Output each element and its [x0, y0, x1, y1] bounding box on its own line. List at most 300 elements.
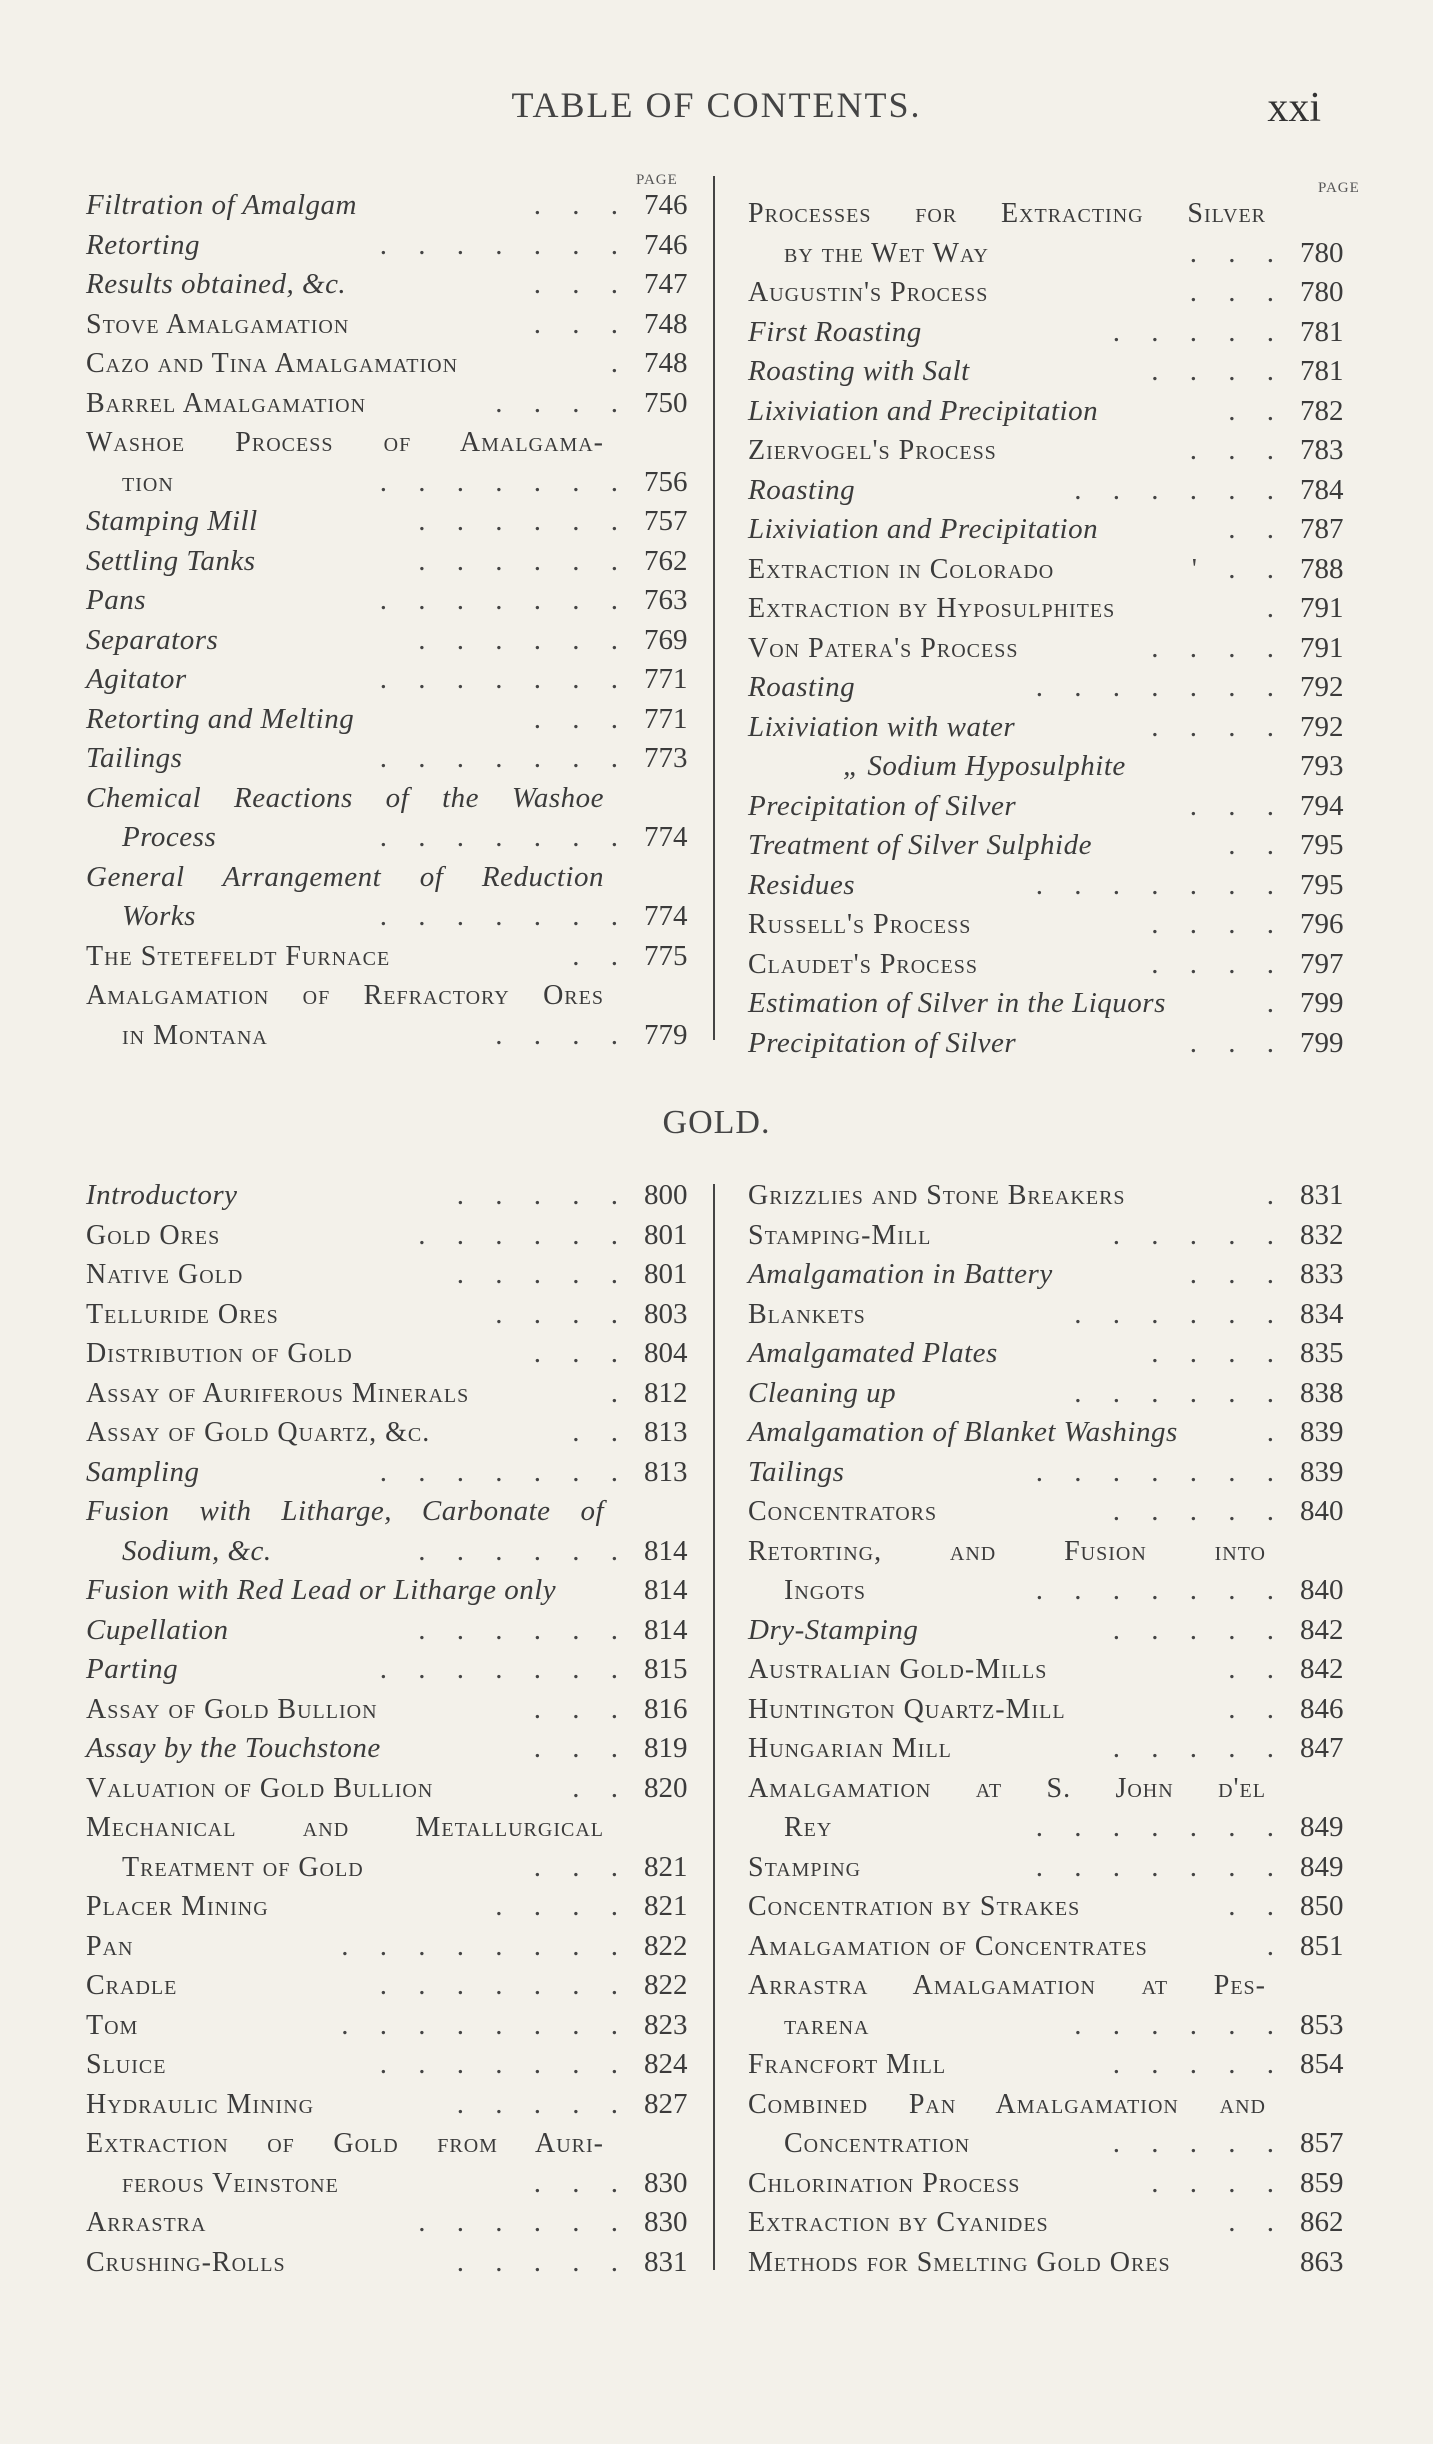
toc-entry	[748, 1966, 1362, 2006]
toc-entry-title: Roasting	[748, 473, 856, 506]
toc-entry-leader-dots: . . .	[1189, 1258, 1286, 1290]
toc-entry-page-number: 797	[1300, 947, 1344, 980]
toc-entry	[86, 1966, 706, 2006]
toc-entry-title: Stamping-Mill	[748, 1219, 932, 1251]
toc-entry-page-number: 813	[644, 1416, 688, 1448]
toc-entry-title: Cupellation	[86, 1613, 229, 1646]
toc-entry	[748, 2085, 1362, 2125]
toc-entry-title: Francfort Mill	[748, 2049, 947, 2080]
toc-entry-title: Amalgamated Plates	[748, 1337, 998, 1369]
toc-entry	[748, 1611, 1362, 1651]
toc-entry-page-number: 849	[1300, 1850, 1344, 1883]
toc-entry-title: Distribution of Gold	[86, 1338, 353, 1369]
toc-entry-leader-dots: .	[610, 1376, 630, 1409]
toc-entry-title: Stamping Mill	[86, 505, 258, 537]
toc-entry	[86, 2164, 706, 2204]
toc-entry-title: Sodium, &c.	[122, 1534, 272, 1567]
toc-entry-leader-dots: . . . . .	[456, 2087, 630, 2120]
toc-entry-leader-dots: . . . .	[495, 386, 630, 419]
toc-entry	[748, 1887, 1362, 1927]
toc-entry	[748, 1255, 1362, 1295]
toc-entry-title: Placer Mining	[86, 1891, 269, 1922]
toc-entry-page-number: 757	[644, 505, 688, 537]
toc-entry-title: Residues	[748, 868, 856, 901]
page-number: xxi	[1267, 85, 1321, 131]
toc-entry	[748, 945, 1362, 985]
toc-entry	[748, 905, 1362, 945]
toc-entry-title: Amalgamation of Concentrates	[748, 1930, 1148, 1962]
toc-entry-title: Fusion with Litharge, Carbonate of	[86, 1495, 604, 1527]
toc-entry	[748, 1848, 1362, 1888]
toc-entry-page-number: 854	[1300, 2048, 1344, 2080]
toc-entry-leader-dots: . . .	[533, 702, 630, 735]
toc-entry-page-number: 813	[644, 1455, 688, 1488]
toc-entry	[748, 2124, 1362, 2164]
toc-entry	[86, 1848, 706, 1888]
toc-entry	[86, 1413, 706, 1453]
toc-entry-title: Tailings	[86, 742, 183, 774]
toc-entry	[748, 1650, 1362, 1690]
toc-entry	[86, 1769, 706, 1809]
toc-entry-title: Methods for Smelting Gold Ores	[748, 2246, 1171, 2278]
toc-entry-title: „ Sodium Hyposulphite	[843, 750, 1126, 782]
toc-entry	[748, 1729, 1362, 1769]
toc-entry-page-number: 847	[1300, 1732, 1344, 1764]
toc-entry-page-number: 830	[644, 2206, 688, 2238]
toc-entry	[86, 305, 706, 345]
toc-entry-title: Australian Gold-Mills	[748, 1654, 1048, 1685]
toc-entry-page-number: 821	[644, 1890, 688, 1922]
toc-entry-leader-dots: . . . . . . .	[379, 821, 630, 853]
toc-entry-leader-dots: . . . . .	[1112, 1495, 1286, 1527]
toc-entry-leader-dots: . . . . . . .	[1035, 1574, 1286, 1606]
toc-entry-page-number: 793	[1300, 750, 1344, 782]
toc-entry-title: Precipitation of Silver	[748, 789, 1017, 822]
toc-entry-leader-dots: . .	[1228, 1692, 1286, 1725]
toc-entry	[748, 273, 1362, 313]
toc-entry-title: ferous Veinstone	[122, 2167, 339, 2199]
toc-entry-title: Native Gold	[86, 1259, 244, 1290]
toc-entry-title: Treatment of Gold	[122, 1851, 364, 1883]
toc-entry-leader-dots: . .	[572, 939, 630, 972]
toc-column-gold-left	[86, 1176, 706, 2282]
toc-entry-title: Process	[122, 821, 217, 853]
toc-entry-page-number: 781	[1300, 355, 1344, 387]
toc-entry-title: Washoe Process of Amalgama-	[86, 427, 604, 458]
toc-entry	[748, 550, 1362, 590]
toc-entry-title: Sampling	[86, 1455, 200, 1488]
toc-entry-leader-dots: . .	[1228, 1890, 1286, 1922]
page-title: TABLE OF CONTENTS.	[511, 85, 922, 125]
toc-entry-leader-dots: . . . .	[1151, 947, 1286, 980]
toc-entry	[748, 826, 1362, 866]
toc-entry	[86, 1571, 706, 1611]
toc-entry-leader-dots: . .	[572, 1771, 630, 1804]
toc-entry	[86, 1808, 706, 1848]
toc-entry-leader-dots: . . . . . .	[1074, 1376, 1286, 1409]
toc-entry	[86, 1016, 706, 1056]
toc-entry-page-number: 821	[644, 1850, 688, 1883]
toc-entry-leader-dots: . . . .	[495, 1018, 630, 1051]
toc-entry-title: Retorting	[86, 228, 201, 261]
toc-entry-title: Introductory	[86, 1179, 238, 1211]
toc-entry-page-number: 780	[1300, 276, 1344, 308]
toc-entry	[86, 1176, 706, 1216]
toc-entry-title: Combined Pan Amalgamation and	[748, 2088, 1266, 2120]
toc-entry-title: Lixiviation and Precipitation	[748, 513, 1099, 545]
toc-entry	[86, 1532, 706, 1572]
toc-entry	[748, 1453, 1362, 1493]
toc-entry-leader-dots: . . . . .	[1112, 1613, 1286, 1646]
toc-entry-page-number: 780	[1300, 236, 1344, 269]
toc-entry-page-number: 788	[1300, 552, 1344, 585]
toc-entry-page-number: 822	[644, 1929, 688, 1962]
toc-entry-page-number: 832	[1300, 1218, 1344, 1251]
toc-entry-page-number: 774	[644, 900, 688, 932]
toc-entry-page-number: 863	[1300, 2245, 1344, 2278]
toc-entry-title: Cleaning up	[748, 1376, 897, 1409]
toc-entry-leader-dots: . . .	[533, 268, 630, 300]
toc-entry	[748, 1295, 1362, 1335]
toc-entry-page-number: 830	[644, 2166, 688, 2199]
toc-entry	[748, 747, 1362, 787]
toc-entry-page-number: 775	[644, 939, 688, 972]
toc-entry-leader-dots: .	[1266, 1416, 1286, 1448]
toc-entry-title: Assay by the Touchstone	[86, 1732, 381, 1764]
toc-entry-title: Estimation of Silver in the Liquors	[748, 987, 1166, 1019]
toc-entry-leader-dots: . . . . . .	[1074, 1297, 1286, 1330]
toc-entry-title: by the Wet Way	[784, 237, 989, 269]
toc-entry-page-number: 814	[644, 1574, 688, 1606]
toc-entry-title: Settling Tanks	[86, 544, 256, 577]
toc-entry-leader-dots: . . . . . . . .	[341, 1929, 630, 1962]
toc-entry-page-number: 814	[644, 1534, 688, 1567]
toc-entry-page-number: 801	[644, 1218, 688, 1251]
toc-entry-title: General Arrangement of Reduction	[86, 860, 604, 893]
toc-entry	[86, 779, 706, 819]
toc-entry	[748, 1927, 1362, 1967]
toc-entry	[748, 2006, 1362, 2046]
toc-entry-title: The Stetefeldt Furnace	[86, 940, 391, 972]
toc-entry-leader-dots: . . .	[533, 1732, 630, 1764]
toc-entry-leader-dots: . . . . . . .	[379, 465, 630, 498]
toc-entry-title: Amalgamation in Battery	[748, 1258, 1053, 1290]
toc-entry-page-number: 762	[644, 544, 688, 577]
toc-entry-title: Filtration of Amalgam	[86, 189, 357, 221]
toc-entry-leader-dots: .	[1266, 592, 1286, 624]
toc-entry-leader-dots: . . . . .	[456, 2245, 630, 2278]
toc-entry	[86, 542, 706, 582]
toc-entry	[86, 2243, 706, 2283]
toc-entry-leader-dots: . . .	[533, 189, 630, 221]
toc-entry-leader-dots: . . .	[1189, 434, 1286, 466]
toc-entry	[748, 234, 1362, 274]
toc-entry-title: Stove Amalgamation	[86, 308, 350, 340]
toc-entry	[748, 313, 1362, 353]
toc-entry-page-number: 822	[644, 1969, 688, 2001]
column-divider-top	[713, 176, 715, 1040]
toc-entry-title: Dry-Stamping	[748, 1613, 919, 1646]
page-column-label-right: PAGE	[1318, 180, 1360, 196]
toc-entry-leader-dots: . . . .	[1151, 1337, 1286, 1369]
toc-entry-leader-dots: . . . . . . . .	[341, 2008, 630, 2041]
toc-entry-title: Extraction of Gold from Auri-	[86, 2128, 604, 2159]
toc-entry-leader-dots: .	[610, 347, 630, 379]
toc-entry-title: Sluice	[86, 2049, 167, 2080]
toc-entry-page-number: 840	[1300, 1495, 1344, 1527]
toc-entry	[86, 265, 706, 305]
toc-entry-page-number: 779	[644, 1018, 688, 1051]
toc-entry-page-number: 748	[644, 347, 688, 379]
toc-entry-page-number: 801	[644, 1258, 688, 1290]
toc-entry-page-number: 800	[644, 1179, 688, 1211]
toc-entry	[748, 629, 1362, 669]
toc-entry-leader-dots: . . . . .	[456, 1179, 630, 1211]
toc-entry-title: Roasting	[748, 671, 856, 703]
toc-entry-title: Cradle	[86, 1970, 178, 2001]
toc-entry-title: Russell's Process	[748, 909, 972, 940]
toc-entry-page-number: 862	[1300, 2206, 1344, 2238]
toc-column-silver-left	[86, 186, 706, 1055]
toc-entry-leader-dots: .	[1266, 987, 1286, 1019]
toc-entry-leader-dots: . .	[1228, 513, 1286, 545]
toc-entry-title: Amalgamation of Refractory Ores	[86, 980, 604, 1011]
toc-entry	[86, 1334, 706, 1374]
toc-entry-leader-dots: . . .	[533, 1337, 630, 1369]
toc-entry-title: Gold Ores	[86, 1219, 221, 1251]
toc-entry-title: Extraction by Cyanides	[748, 2207, 1049, 2238]
toc-entry-page-number: 746	[644, 228, 688, 261]
toc-entry-page-number: 794	[1300, 789, 1344, 822]
toc-entry	[86, 1887, 706, 1927]
toc-entry	[86, 2045, 706, 2085]
toc-entry	[86, 1650, 706, 1690]
toc-entry-leader-dots: . .	[1228, 829, 1286, 861]
toc-entry-leader-dots: . . . .	[1151, 355, 1286, 387]
toc-entry-page-number: 840	[1300, 1574, 1344, 1606]
toc-entry	[748, 431, 1362, 471]
toc-entry	[748, 2164, 1362, 2204]
toc-entry-page-number: 839	[1300, 1416, 1344, 1448]
toc-entry	[86, 1611, 706, 1651]
toc-entry-leader-dots: . . .	[533, 1692, 630, 1725]
toc-entry-leader-dots: ' . .	[1191, 552, 1286, 585]
toc-entry-leader-dots: . .	[1228, 394, 1286, 427]
toc-entry-page-number: 784	[1300, 473, 1344, 506]
toc-entry	[748, 1492, 1362, 1532]
toc-entry-title: Amalgamation at S. John d'el	[748, 1772, 1266, 1804]
toc-entry-leader-dots: . . . . . . .	[379, 900, 630, 932]
toc-entry-page-number: 819	[644, 1732, 688, 1764]
toc-entry-page-number: 747	[644, 268, 688, 300]
toc-entry-leader-dots: . . . .	[1151, 908, 1286, 940]
toc-entry-page-number: 839	[1300, 1455, 1344, 1488]
toc-entry-leader-dots: . . . . .	[1112, 1218, 1286, 1251]
toc-entry	[86, 463, 706, 503]
toc-entry-leader-dots: . . . .	[1151, 631, 1286, 664]
toc-entry	[748, 1532, 1362, 1572]
toc-entry	[86, 660, 706, 700]
toc-entry-page-number: 846	[1300, 1692, 1344, 1725]
toc-entry-title: Tom	[86, 2009, 139, 2041]
toc-entry	[86, 1690, 706, 1730]
toc-entry	[748, 471, 1362, 511]
toc-entry-page-number: 750	[644, 386, 688, 419]
toc-entry-leader-dots: . . . . . . .	[1035, 868, 1286, 901]
toc-entry-leader-dots: . . .	[1189, 276, 1286, 308]
toc-entry-leader-dots: . . . . .	[1112, 2048, 1286, 2080]
toc-entry-leader-dots: . . .	[1189, 236, 1286, 269]
toc-entry-title: First Roasting	[748, 315, 922, 348]
toc-entry-page-number: 781	[1300, 315, 1344, 348]
toc-entry-page-number: 834	[1300, 1297, 1344, 1330]
toc-entry-title: Barrel Amalgamation	[86, 387, 367, 419]
toc-entry	[86, 1255, 706, 1295]
toc-entry-page-number: 857	[1300, 2127, 1344, 2159]
toc-column-gold-right	[748, 1176, 1362, 2282]
toc-entry-title: Separators	[86, 623, 219, 656]
toc-entry-page-number: 838	[1300, 1376, 1344, 1409]
column-divider-gold	[713, 1184, 715, 2270]
toc-entry-title: Chemical Reactions of the Washoe	[86, 781, 604, 814]
toc-entry-title: Pans	[86, 584, 146, 616]
toc-entry	[86, 700, 706, 740]
toc-entry-leader-dots: . . . .	[495, 1890, 630, 1922]
toc-entry-page-number: 799	[1300, 987, 1344, 1019]
toc-entry-page-number: 831	[644, 2245, 688, 2278]
toc-entry-title: Lixiviation and Precipitation	[748, 394, 1099, 427]
toc-entry	[748, 2045, 1362, 2085]
toc-entry-page-number: 849	[1300, 1811, 1344, 1843]
toc-entry	[748, 2243, 1362, 2283]
toc-entry-page-number: 815	[644, 1653, 688, 1685]
toc-entry	[86, 897, 706, 937]
toc-entry	[86, 1216, 706, 1256]
toc-entry-leader-dots: . . . . . .	[1074, 473, 1286, 506]
toc-entry	[86, 858, 706, 898]
toc-entry-page-number: 835	[1300, 1337, 1344, 1369]
toc-entry-page-number: 773	[644, 742, 688, 774]
toc-entry	[748, 1216, 1362, 1256]
toc-entry-title: tion	[122, 466, 174, 498]
toc-entry	[748, 668, 1362, 708]
toc-entry	[86, 384, 706, 424]
toc-entry-leader-dots: . . . . . . .	[1035, 671, 1286, 703]
toc-entry-title: Cazo and Tina Amalgamation	[86, 348, 459, 379]
toc-entry-title: Extraction in Colorado	[748, 553, 1055, 585]
toc-entry-title: Blankets	[748, 1298, 866, 1330]
toc-entry	[748, 589, 1362, 629]
toc-entry-leader-dots: . . . . . .	[418, 544, 630, 577]
toc-entry-page-number: 824	[644, 2048, 688, 2080]
toc-entry-title: Hungarian Mill	[748, 1733, 952, 1764]
toc-entry	[86, 1729, 706, 1769]
toc-entry	[86, 818, 706, 858]
toc-entry-title: Rey	[784, 1812, 833, 1843]
toc-entry	[748, 352, 1362, 392]
toc-entry-page-number: 782	[1300, 394, 1344, 427]
toc-entry-page-number: 803	[644, 1297, 688, 1330]
toc-entry-page-number: 746	[644, 189, 688, 221]
toc-entry-page-number: 842	[1300, 1653, 1344, 1685]
toc-entry	[86, 2006, 706, 2046]
toc-entry-leader-dots: . . . . . . .	[379, 228, 630, 261]
toc-entry-title: Results obtained, &c.	[86, 268, 347, 300]
toc-entry-page-number: 796	[1300, 908, 1344, 940]
toc-entry-page-number: 795	[1300, 868, 1344, 901]
toc-entry	[86, 1295, 706, 1335]
toc-entry-leader-dots: . . .	[1189, 1026, 1286, 1059]
toc-entry	[86, 344, 706, 384]
toc-entry-title: Ziervogel's Process	[748, 435, 997, 466]
toc-entry-title: Concentrators	[748, 1496, 938, 1527]
toc-entry-leader-dots: . . . . . . .	[379, 1455, 630, 1488]
toc-entry-page-number: 853	[1300, 2008, 1344, 2041]
toc-entry-page-number: 783	[1300, 434, 1344, 466]
toc-entry-leader-dots: . . . . . .	[418, 1613, 630, 1646]
page-header	[0, 84, 1433, 134]
toc-entry-leader-dots: . . .	[533, 2166, 630, 2199]
toc-entry	[86, 226, 706, 266]
toc-entry	[86, 1492, 706, 1532]
toc-entry-leader-dots: . . . . . . .	[379, 1653, 630, 1685]
toc-entry	[86, 2203, 706, 2243]
toc-entry	[748, 1413, 1362, 1453]
toc-entry-leader-dots: . . . . .	[456, 1258, 630, 1290]
toc-entry	[748, 1808, 1362, 1848]
toc-entry-title: Assay of Gold Bullion	[86, 1693, 378, 1725]
toc-entry	[748, 510, 1362, 550]
toc-entry-leader-dots: . . . . . .	[418, 1218, 630, 1251]
toc-entry-page-number: 850	[1300, 1890, 1344, 1922]
toc-entry-title: Lixiviation with water	[748, 710, 1016, 743]
toc-entry-leader-dots: . . . .	[1151, 710, 1286, 743]
toc-entry	[86, 1927, 706, 1967]
toc-entry-title: tarena	[784, 2009, 870, 2041]
toc-entry-page-number: 771	[644, 702, 688, 735]
toc-entry	[86, 186, 706, 226]
toc-entry-leader-dots: . . . . . .	[418, 2206, 630, 2238]
toc-entry-page-number: 756	[644, 465, 688, 498]
toc-entry-title: Retorting, and Fusion into	[748, 1535, 1266, 1567]
toc-entry-title: Parting	[86, 1653, 179, 1685]
toc-entry-title: Chlorination Process	[748, 2167, 1021, 2199]
toc-entry	[748, 392, 1362, 432]
toc-entry-leader-dots: . . . .	[495, 1297, 630, 1330]
toc-entry-page-number: 812	[644, 1376, 688, 1409]
toc-entry-leader-dots: . . .	[533, 307, 630, 340]
toc-entry-leader-dots: . . . . . . .	[1035, 1850, 1286, 1883]
toc-entry	[86, 502, 706, 542]
toc-entry-title: Treatment of Silver Sulphide	[748, 829, 1092, 861]
section-title-gold: GOLD.	[662, 1104, 771, 1141]
toc-entry-page-number: 859	[1300, 2166, 1344, 2199]
toc-entry-page-number: 842	[1300, 1613, 1344, 1646]
toc-entry-leader-dots: . . . . .	[1112, 1732, 1286, 1764]
toc-entry-title: Roasting with Salt	[748, 355, 970, 387]
toc-entry-page-number: 820	[644, 1771, 688, 1804]
toc-entry	[86, 1374, 706, 1414]
toc-entry	[86, 1453, 706, 1493]
toc-entry-page-number: 771	[644, 663, 688, 695]
toc-entry-title: Valuation of Gold Bullion	[86, 1772, 434, 1804]
toc-entry-leader-dots: . . .	[1189, 789, 1286, 822]
toc-entry	[748, 866, 1362, 906]
toc-entry	[748, 787, 1362, 827]
toc-entry	[86, 2124, 706, 2164]
toc-entry-title: Amalgamation of Blanket Washings	[748, 1416, 1178, 1448]
toc-entry-leader-dots: . . . . . . .	[379, 584, 630, 616]
